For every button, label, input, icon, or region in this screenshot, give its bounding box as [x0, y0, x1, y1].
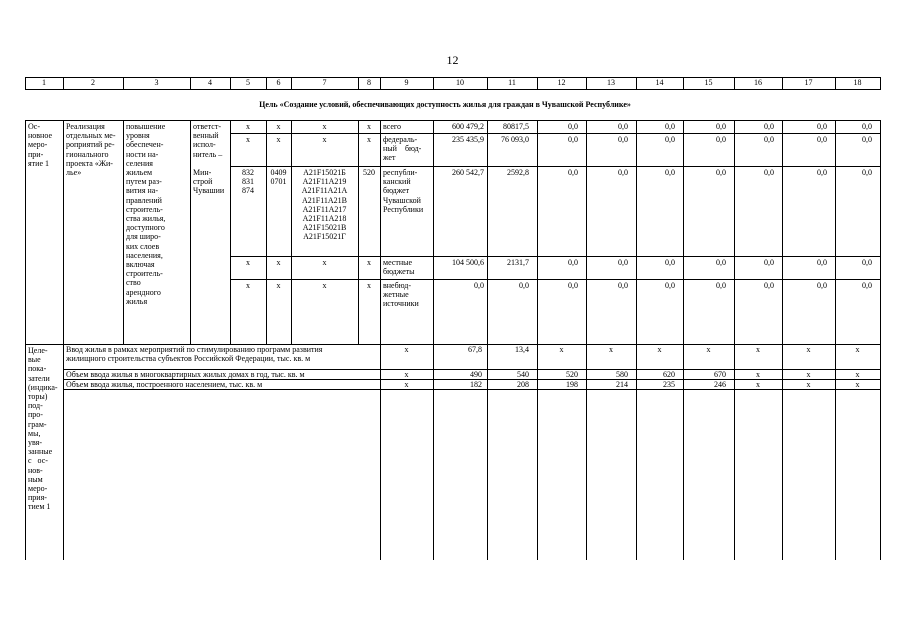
column-header-15: 15 [704, 78, 713, 87]
table-right-border [880, 120, 881, 560]
funding-value: 0,0 [764, 168, 774, 177]
column-header-13: 13 [607, 78, 615, 87]
funding-col-line [380, 120, 381, 344]
funding-code-grbs: 832 831 874 [242, 168, 254, 196]
funding-value: 0,0 [618, 135, 628, 144]
indicator-value: x [559, 345, 564, 354]
funding-value: 0,0 [716, 122, 726, 131]
funding-code-target: x [322, 122, 327, 131]
column-header-2: 2 [91, 78, 95, 87]
funding-value: 0,0 [862, 122, 872, 131]
funding-value: 0,0 [817, 168, 827, 177]
funding-code-target: A21F15021Б A21F11A219 A21F11A21A A21F11A21B A21F11A217 A21F11A218 A21F15021B A21F15021Г [301, 168, 348, 242]
indicator-value: x [806, 380, 811, 389]
funding-value: 0,0 [716, 135, 726, 144]
funding-value: 0,0 [618, 122, 628, 131]
column-header-8: 8 [367, 78, 371, 87]
funding-value: 0,0 [568, 258, 578, 267]
column-header-7: 7 [322, 78, 327, 87]
funding-code-target: x [322, 281, 327, 290]
indicator-value: x [756, 345, 760, 354]
responsible-executor-name: Мин- строй Чувашии [193, 168, 225, 196]
funding-code-section: x [276, 281, 281, 290]
funding-col-line [586, 120, 587, 344]
indicator-name: Объем ввода жилья в многоквартирных жилых домах в год, тыс. кв. м [66, 370, 305, 379]
funding-value: 0,0 [862, 168, 872, 177]
column-header-6: 6 [276, 78, 281, 87]
indicator-name: Ввод жилья в рамках мероприятий по стимулированию программ развития жилищного строительства субъектов Российской Федерации, тыс. кв. м [66, 345, 323, 364]
responsible-executor-label: ответст- венный испол- нитель – [193, 122, 223, 159]
indicator-value: 13,4 [515, 345, 529, 354]
indicator-value: x [855, 345, 860, 354]
indicator-value: x [806, 345, 811, 354]
indicator-value: 490 [470, 370, 482, 379]
indicator-value: 670 [714, 370, 726, 379]
funding-value: 0,0 [568, 281, 578, 290]
funding-value: 0,0 [716, 258, 726, 267]
column-header-12: 12 [557, 78, 566, 87]
funding-source: местные бюджеты [383, 258, 415, 277]
funding-value: 80817,5 [503, 122, 529, 131]
funding-value: 2592,8 [507, 168, 529, 177]
funding-value: 0,0 [618, 258, 628, 267]
column-header-9: 9 [404, 78, 409, 87]
funding-source: внебюд- жетные источники [383, 281, 419, 309]
column-header-4: 4 [208, 78, 212, 87]
indicator-mark: x [404, 380, 409, 389]
main-event-name: Реализация отдельных ме- роприятий ре- гионального проекта «Жи- лье» [66, 122, 116, 178]
funding-source: федераль- ный бюд- жет [383, 135, 422, 163]
column-header-14: 14 [655, 78, 664, 87]
indicator-mark: x [404, 345, 409, 354]
indicator-value: x [855, 370, 860, 379]
funding-code-type: x [367, 258, 371, 267]
column-header-3: 3 [154, 78, 159, 87]
funding-col-line [835, 120, 836, 344]
table-left-border [25, 120, 26, 560]
funding-col-line [266, 120, 267, 344]
indicator-value: 182 [470, 380, 482, 389]
funding-value: 0,0 [618, 281, 628, 290]
page-number: 12 [446, 53, 459, 67]
funding-code-type: x [367, 135, 371, 144]
column-header-18: 18 [853, 78, 862, 87]
main-event-col-line [190, 120, 191, 344]
funding-value: 0,0 [764, 258, 774, 267]
funding-code-target: x [322, 258, 327, 267]
funding-code-target: x [322, 135, 327, 144]
funding-col-line [683, 120, 684, 344]
indicator-value: 208 [517, 380, 529, 389]
funding-code-grbs: x [246, 135, 250, 144]
funding-source: республи- канский бюджет Чувашской Республики [383, 168, 424, 214]
column-header-1: 1 [42, 78, 46, 87]
column-header-5: 5 [246, 78, 250, 87]
indicator-value: x [855, 380, 860, 389]
funding-value: 104 500,6 [452, 258, 484, 267]
indicator-value: x [756, 370, 760, 379]
goal-title: Цель «Создание условий, обеспечивающих доступность жилья для граждан в Чувашской Республике» [259, 100, 631, 109]
funding-value: 235 435,9 [452, 135, 484, 144]
funding-value: 260 542,7 [452, 168, 484, 177]
indicator-value: 235 [663, 380, 675, 389]
funding-value: 600 479,2 [452, 122, 484, 131]
funding-value: 0,0 [665, 281, 675, 290]
main-event-col-line [123, 120, 124, 344]
funding-value: 0,0 [817, 122, 827, 131]
indicator-value: x [806, 370, 811, 379]
funding-code-type: x [367, 281, 371, 290]
column-header-17: 17 [804, 78, 813, 87]
funding-value: 0,0 [568, 122, 578, 131]
funding-value: 0,0 [568, 135, 578, 144]
body-top-line [25, 120, 880, 121]
funding-code-section: x [276, 135, 281, 144]
funding-value: 0,0 [764, 122, 774, 131]
funding-value: 0,0 [862, 258, 872, 267]
funding-col-line [433, 120, 434, 344]
funding-value: 0,0 [862, 135, 872, 144]
funding-col-line [537, 120, 538, 344]
indicator-mark: x [404, 370, 409, 379]
funding-value: 0,0 [665, 168, 675, 177]
funding-value: 0,0 [764, 135, 774, 144]
indicator-value: 198 [566, 380, 578, 389]
funding-value: 0,0 [665, 258, 675, 267]
funding-value: 76 093,0 [501, 135, 529, 144]
funding-value: 0,0 [665, 122, 675, 131]
main-event-number: Ос- новное меро- при- ятие 1 [28, 122, 52, 168]
funding-col-line [358, 120, 359, 344]
funding-code-type: x [367, 122, 371, 131]
funding-value: 0,0 [817, 281, 827, 290]
funding-value: 0,0 [665, 135, 675, 144]
indicator-value: x [756, 380, 760, 389]
funding-code-grbs: x [246, 258, 250, 267]
funding-code-type: 520 [363, 168, 375, 177]
funding-value: 0,0 [568, 168, 578, 177]
target-indicators-label: Целе- вые пока- затели (индика- торы) под- про- грам- мы, увя- занные с ос- нов- ным меро- прия- тием 1 [28, 346, 58, 512]
indicator-name: Объем ввода жилья, построенного населением, тыс. кв. м [66, 380, 263, 389]
funding-value: 0,0 [716, 281, 726, 290]
indicator-value: 214 [616, 380, 628, 389]
funding-code-section: 0409 0701 [270, 168, 287, 187]
indicator-value: x [657, 345, 662, 354]
funding-col-line [230, 120, 231, 344]
column-header-11: 11 [508, 78, 516, 87]
column-header-16: 16 [754, 78, 762, 87]
funding-source: всего [383, 122, 402, 131]
funding-value: 0,0 [618, 168, 628, 177]
indicator-value: 67,8 [468, 345, 482, 354]
indicator-value: 246 [714, 380, 726, 389]
header-bottom-line [25, 89, 880, 90]
funding-code-grbs: x [246, 281, 250, 290]
indicator-value: x [609, 345, 613, 354]
funding-value: 0,0 [817, 135, 827, 144]
header-col-line [880, 77, 881, 90]
column-header-10: 10 [456, 78, 464, 87]
funding-value: 0,0 [817, 258, 827, 267]
indicator-value: 620 [663, 370, 675, 379]
funding-code-section: x [276, 258, 281, 267]
indicator-label-col-line [63, 344, 64, 560]
funding-col-line [734, 120, 735, 344]
funding-code-section: x [276, 122, 281, 131]
main-event-goal: повышение уровня обеспечен- ности на- селения жильем путем раз- вития на- правлений строитель- ства жилья, доступного для широ- ких слоев населения, включая строитель- ство арендного жилья [126, 122, 166, 306]
funding-value: 0,0 [862, 281, 872, 290]
funding-code-grbs: x [246, 122, 250, 131]
funding-value: 0,0 [764, 281, 774, 290]
main-event-col-line [63, 120, 64, 344]
funding-col-line [782, 120, 783, 344]
funding-value: 2131,7 [507, 258, 529, 267]
indicator-value: 580 [616, 370, 628, 379]
funding-value: 0,0 [474, 281, 484, 290]
funding-col-line [487, 120, 488, 344]
indicator-value: x [706, 345, 711, 354]
funding-col-line [636, 120, 637, 344]
funding-value: 0,0 [519, 281, 529, 290]
indicator-value: 520 [566, 370, 578, 379]
indicator-value: 540 [517, 370, 529, 379]
funding-value: 0,0 [716, 168, 726, 177]
